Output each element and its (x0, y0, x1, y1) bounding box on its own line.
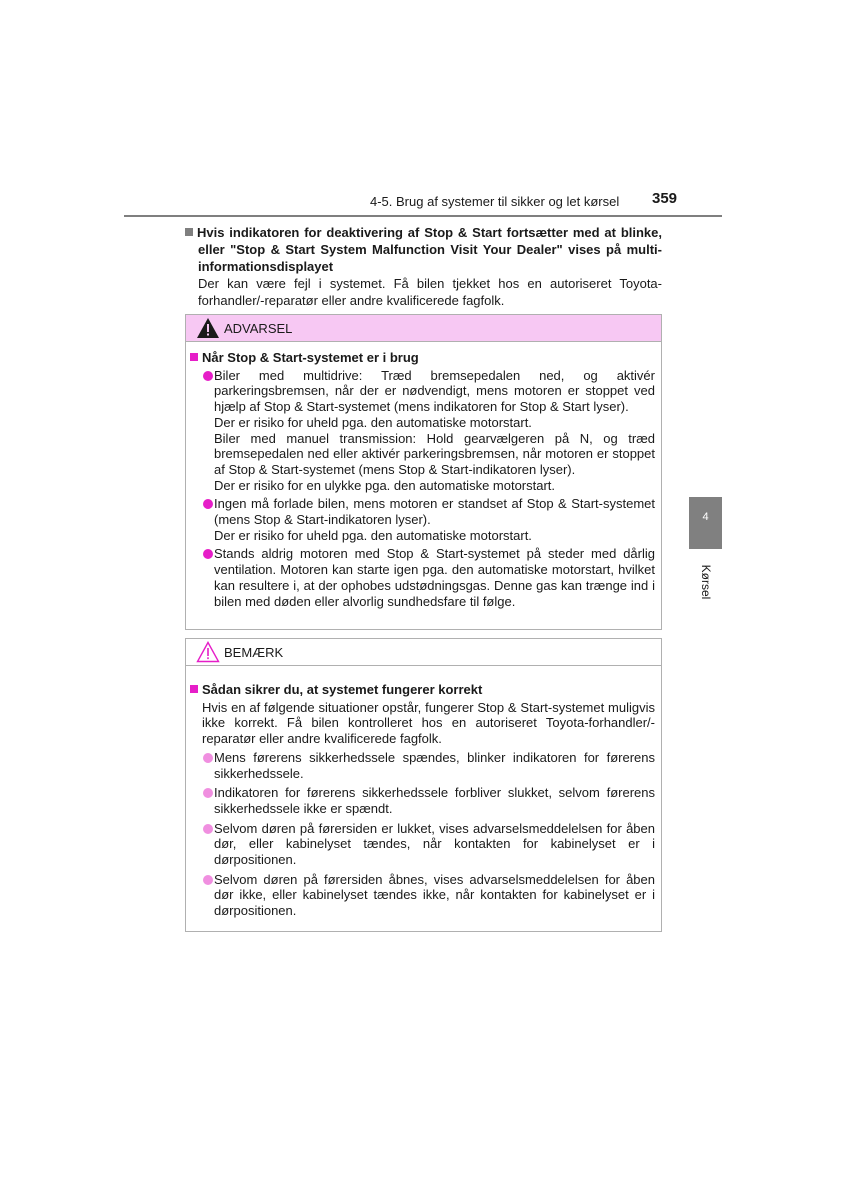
note-body (186, 666, 661, 919)
list-item (190, 368, 655, 494)
bullet-dot-icon (203, 875, 213, 885)
bullet-line: Der er risiko for uheld pga. den automatiske motorstart. (214, 527, 532, 543)
chapter-title: 4-5. Brug af systemer til sikker og let kørsel (370, 194, 620, 209)
square-bullet-icon (190, 685, 198, 693)
bullet-dot-icon (203, 499, 213, 509)
page-number: 359 (652, 190, 678, 207)
list-item (190, 496, 655, 543)
warning-box (185, 314, 662, 630)
note-label: BEMÆRK (224, 644, 284, 660)
chapter-tab-label: Kørsel (699, 564, 713, 600)
bullet-dot-icon (203, 371, 213, 381)
warning-body (186, 342, 661, 609)
bullet-dot-icon (203, 753, 213, 763)
warning-section-heading (190, 350, 655, 366)
intro-heading (185, 224, 662, 275)
note-box (185, 638, 662, 932)
note-header (186, 639, 661, 666)
bullet-text: Selvom døren på førersiden åbnes, vises advarselsmeddelelsen for åben dør ikke, eller kabinelyset tændes ikke, når kontakten for kabinelyset er i dørpositionen. (214, 871, 655, 919)
bullet-dot-icon (203, 824, 213, 834)
list-item (190, 821, 655, 868)
intro-heading-text: Hvis indikatoren for deaktivering af Stop & Start fortsætter med at blinke, eller "Stop & Start System Malfunction Visit Your Dealer" vises på multi-informationsdisplayet (197, 225, 662, 274)
bullet-line: Ingen må forlade bilen, mens motoren er standset af Stop & Start-systemet (mens Stop & Start-indikatoren lyser). (214, 496, 655, 528)
warning-header (186, 315, 661, 342)
list-item (190, 785, 655, 816)
bullet-text: Mens førerens sikkerhedssele spændes, blinker indikatoren for førerens sikkerhedssele. (214, 749, 655, 781)
list-item (190, 546, 655, 609)
bullet-line: Der er risiko for en ulykke pga. den automatiske motorstart. (214, 477, 556, 493)
bullet-line: Biler med manuel transmission: Hold gearvælgeren på N, og træd bremsepedalen ned eller aktivér parkeringsbremsen, når motoren er stoppet af Stop & Start-systemet (mens Stop & Start-indikatoren lyser). (214, 430, 655, 477)
warning-label: ADVARSEL (224, 320, 293, 336)
warning-triangle-icon (196, 317, 220, 339)
intro-section (185, 224, 662, 309)
intro-body: Der kan være fejl i systemet. Få bilen tjekket hos en autoriseret Toyota-forhandler/-reparatør eller andre kvalificerede fagfolk. (198, 276, 662, 308)
note-section-heading-text: Sådan sikrer du, at systemet fungerer korrekt (202, 682, 483, 697)
caution-triangle-icon (196, 641, 220, 663)
bullet-line: Der er risiko for uheld pga. den automatiske motorstart. (214, 414, 532, 430)
bullet-text: Selvom døren på førersiden er lukket, vises advarselsmeddelelsen for åben dør, eller kabinelyset tændes, når kontakten for kabinelyset er i dørpositionen. (214, 820, 655, 868)
header-divider (124, 215, 722, 217)
bullet-dot-icon (203, 549, 213, 559)
bullet-line: Biler med multidrive: Træd bremsepedalen ned, og aktivér parkeringsbremsen, når der er nødvendigt, mens motoren er stoppet ved hjælp af Stop & Start-systemet (mens indikatoren for Stop & Start lyser). (214, 367, 655, 415)
note-intro: Hvis en af følgende situationer opstår, fungerer Stop & Start-systemet muligvis ikke korrekt. Få bilen kontrolleret hos en autoriseret Toyota-forhandler/-reparatør eller andre kvalificerede fagfolk. (202, 699, 655, 747)
list-item (190, 750, 655, 781)
list-item (190, 872, 655, 919)
bullet-line: Stands aldrig motoren med Stop & Start-systemet på steder med dårlig ventilation. Motoren kan starte igen pga. den automatiske motorstart, hvilket kan resultere i, at der ophobes udstødningsgas. Denne gas kan trænge ind i bilen med døden eller alvorlig sundhedsfare til følge. (214, 546, 655, 609)
note-section-heading (190, 682, 655, 698)
bullet-text: Indikatoren for førerens sikkerhedssele forbliver slukket, selvom førerens sikkerhedssele ikke er spændt. (214, 785, 655, 816)
bullet-dot-icon (203, 788, 213, 798)
chapter-tab: 4 (689, 497, 722, 549)
warning-section-heading-text: Når Stop & Start-systemet er i brug (202, 350, 419, 365)
square-bullet-icon (185, 228, 193, 236)
square-bullet-icon (190, 353, 198, 361)
